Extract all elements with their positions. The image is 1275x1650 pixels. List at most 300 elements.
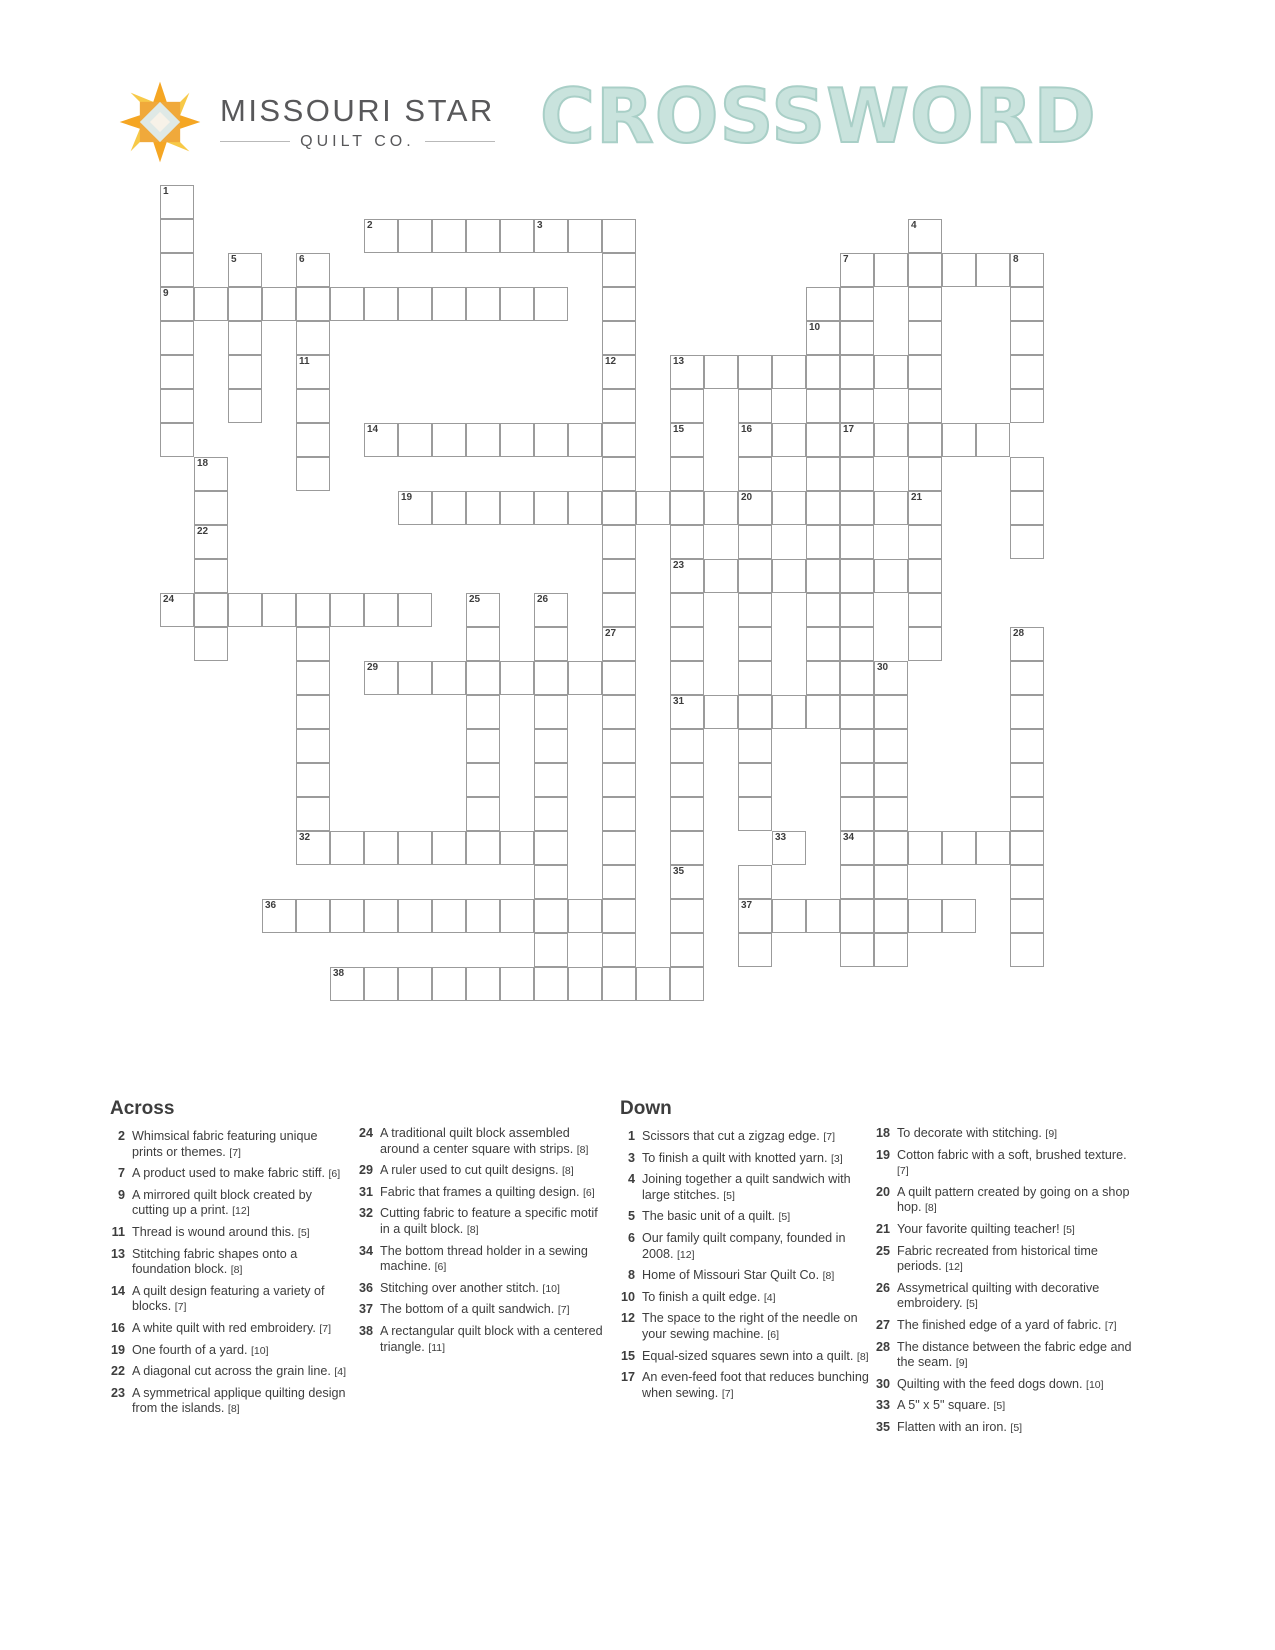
- grid-cell[interactable]: [908, 899, 942, 933]
- grid-cell[interactable]: [1010, 865, 1044, 899]
- grid-cell[interactable]: [806, 491, 840, 525]
- grid-cell[interactable]: [908, 831, 942, 865]
- grid-cell[interactable]: [500, 661, 534, 695]
- grid-cell[interactable]: [500, 831, 534, 865]
- grid-cell[interactable]: [466, 423, 500, 457]
- cell-number: 17: [843, 424, 855, 435]
- clue-length: [8]: [230, 1264, 243, 1277]
- grid-cell[interactable]: [942, 899, 976, 933]
- grid-cell[interactable]: [466, 729, 500, 763]
- grid-cell[interactable]: [534, 933, 568, 967]
- grid-cell[interactable]: [772, 423, 806, 457]
- grid-cell[interactable]: [466, 287, 500, 321]
- grid-cell[interactable]: [398, 287, 432, 321]
- grid-cell[interactable]: [670, 525, 704, 559]
- grid-cell[interactable]: [874, 865, 908, 899]
- clue-length: [6]: [583, 1186, 595, 1199]
- grid-cell[interactable]: [738, 797, 772, 831]
- grid-cell[interactable]: [500, 219, 534, 253]
- grid-cell[interactable]: [534, 287, 568, 321]
- grid-cell[interactable]: [670, 593, 704, 627]
- grid-cell[interactable]: [432, 219, 466, 253]
- grid-cell[interactable]: [670, 695, 704, 729]
- grid-cell[interactable]: [908, 627, 942, 661]
- grid-cell[interactable]: [466, 491, 500, 525]
- grid-cell[interactable]: [840, 831, 874, 865]
- grid-cell[interactable]: [772, 831, 806, 865]
- grid-cell[interactable]: [466, 899, 500, 933]
- grid-cell[interactable]: [602, 321, 636, 355]
- grid-cell[interactable]: [874, 559, 908, 593]
- grid-cell[interactable]: [602, 967, 636, 1001]
- grid-cell[interactable]: [772, 695, 806, 729]
- grid-cell[interactable]: [942, 253, 976, 287]
- clue-number: 17: [620, 1370, 635, 1385]
- grid-cell[interactable]: [1010, 389, 1044, 423]
- grid-cell[interactable]: [296, 321, 330, 355]
- grid-cell[interactable]: [670, 355, 704, 389]
- grid-cell[interactable]: [466, 627, 500, 661]
- grid-cell[interactable]: [296, 695, 330, 729]
- grid-cell[interactable]: [840, 933, 874, 967]
- grid-cell[interactable]: [296, 287, 330, 321]
- grid-cell[interactable]: [738, 423, 772, 457]
- grid-cell[interactable]: [636, 967, 670, 1001]
- grid-cell[interactable]: [806, 559, 840, 593]
- grid-cell[interactable]: [534, 423, 568, 457]
- grid-cell[interactable]: [534, 219, 568, 253]
- grid-cell[interactable]: [806, 389, 840, 423]
- grid-cell[interactable]: [840, 423, 874, 457]
- grid-cell[interactable]: [840, 763, 874, 797]
- grid-cell[interactable]: [908, 593, 942, 627]
- grid-cell[interactable]: [160, 355, 194, 389]
- grid-cell[interactable]: [160, 253, 194, 287]
- grid-cell[interactable]: [160, 219, 194, 253]
- grid-cell[interactable]: [534, 661, 568, 695]
- grid-cell[interactable]: [568, 491, 602, 525]
- grid-cell[interactable]: [772, 491, 806, 525]
- grid-cell[interactable]: [568, 899, 602, 933]
- grid-cell[interactable]: [840, 253, 874, 287]
- grid-cell[interactable]: [874, 423, 908, 457]
- clue-number: 10: [620, 1289, 635, 1304]
- grid-cell[interactable]: [398, 593, 432, 627]
- grid-cell[interactable]: [840, 525, 874, 559]
- grid-cell[interactable]: [330, 831, 364, 865]
- grid-cell[interactable]: [772, 355, 806, 389]
- grid-cell[interactable]: [942, 831, 976, 865]
- cell-number: 37: [741, 900, 753, 911]
- grid-cell[interactable]: [500, 491, 534, 525]
- grid-cell[interactable]: [1010, 661, 1044, 695]
- grid-cell[interactable]: [738, 559, 772, 593]
- grid-cell[interactable]: [296, 627, 330, 661]
- grid-cell[interactable]: [160, 593, 194, 627]
- grid-cell[interactable]: [738, 491, 772, 525]
- grid-cell[interactable]: [534, 899, 568, 933]
- grid-cell[interactable]: [602, 491, 636, 525]
- grid-cell[interactable]: [772, 559, 806, 593]
- grid-cell[interactable]: [670, 933, 704, 967]
- grid-cell[interactable]: [296, 355, 330, 389]
- grid-cell[interactable]: [738, 763, 772, 797]
- grid-cell[interactable]: [194, 491, 228, 525]
- grid-cell[interactable]: [840, 389, 874, 423]
- grid-cell[interactable]: [806, 355, 840, 389]
- grid-cell[interactable]: [534, 831, 568, 865]
- grid-cell[interactable]: [1010, 253, 1044, 287]
- grid-cell[interactable]: [602, 559, 636, 593]
- grid-cell[interactable]: [1010, 457, 1044, 491]
- grid-cell[interactable]: [228, 287, 262, 321]
- grid-cell[interactable]: [364, 899, 398, 933]
- clue-text: The distance between the fabric edge and the seam. [9]: [897, 1339, 1132, 1370]
- grid-cell[interactable]: [1010, 287, 1044, 321]
- grid-cell[interactable]: [602, 525, 636, 559]
- grid-cell[interactable]: [602, 729, 636, 763]
- grid-cell[interactable]: [364, 423, 398, 457]
- clue-text: The finished edge of a yard of fabric. [7]: [897, 1317, 1117, 1332]
- grid-cell[interactable]: [976, 831, 1010, 865]
- grid-cell[interactable]: [160, 423, 194, 457]
- grid-cell[interactable]: [364, 661, 398, 695]
- grid-cell[interactable]: [840, 593, 874, 627]
- grid-cell[interactable]: [398, 967, 432, 1001]
- grid-cell[interactable]: [568, 219, 602, 253]
- grid-cell[interactable]: [874, 899, 908, 933]
- grid-cell[interactable]: [500, 287, 534, 321]
- grid-cell[interactable]: [160, 185, 194, 219]
- grid-cell[interactable]: [194, 559, 228, 593]
- grid-cell[interactable]: [466, 661, 500, 695]
- grid-cell[interactable]: [534, 729, 568, 763]
- grid-cell[interactable]: [738, 457, 772, 491]
- grid-cell[interactable]: [466, 967, 500, 1001]
- grid-cell[interactable]: [840, 457, 874, 491]
- grid-cell[interactable]: [704, 491, 738, 525]
- grid-cell[interactable]: [874, 491, 908, 525]
- grid-cell[interactable]: [670, 763, 704, 797]
- grid-cell[interactable]: [738, 865, 772, 899]
- grid-cell[interactable]: [534, 967, 568, 1001]
- grid-cell[interactable]: [908, 287, 942, 321]
- grid-cell[interactable]: [908, 423, 942, 457]
- grid-cell[interactable]: [670, 491, 704, 525]
- grid-cell[interactable]: [908, 355, 942, 389]
- grid-cell[interactable]: [432, 491, 466, 525]
- grid-cell[interactable]: [738, 355, 772, 389]
- grid-cell[interactable]: [602, 253, 636, 287]
- grid-cell[interactable]: [840, 321, 874, 355]
- grid-cell[interactable]: [602, 933, 636, 967]
- grid-cell[interactable]: [840, 729, 874, 763]
- grid-cell[interactable]: [670, 865, 704, 899]
- grid-cell[interactable]: [806, 627, 840, 661]
- grid-cell[interactable]: [296, 899, 330, 933]
- clue-text: A ruler used to cut quilt designs. [8]: [380, 1163, 574, 1178]
- grid-cell[interactable]: [840, 287, 874, 321]
- grid-cell[interactable]: [738, 729, 772, 763]
- clue-item: [110, 1321, 350, 1338]
- grid-cell[interactable]: [228, 389, 262, 423]
- grid-cell[interactable]: [160, 321, 194, 355]
- grid-cell[interactable]: [432, 423, 466, 457]
- grid-cell[interactable]: [704, 695, 738, 729]
- grid-cell[interactable]: [262, 593, 296, 627]
- grid-cell[interactable]: [874, 661, 908, 695]
- grid-cell[interactable]: [976, 253, 1010, 287]
- grid-cell[interactable]: [296, 253, 330, 287]
- grid-cell[interactable]: [466, 695, 500, 729]
- grid-cell[interactable]: [602, 763, 636, 797]
- grid-cell[interactable]: [874, 253, 908, 287]
- grid-cell[interactable]: [568, 967, 602, 1001]
- grid-cell[interactable]: [296, 661, 330, 695]
- grid-cell[interactable]: [296, 389, 330, 423]
- grid-cell[interactable]: [1010, 729, 1044, 763]
- grid-cell[interactable]: [806, 661, 840, 695]
- grid-cell[interactable]: [602, 219, 636, 253]
- grid-cell[interactable]: [602, 389, 636, 423]
- grid-cell[interactable]: [228, 355, 262, 389]
- grid-cell[interactable]: [874, 695, 908, 729]
- grid-cell[interactable]: [534, 627, 568, 661]
- clue-item: [620, 1151, 870, 1168]
- clue-number: 4: [627, 1172, 635, 1187]
- grid-cell[interactable]: [534, 763, 568, 797]
- grid-cell[interactable]: [1010, 491, 1044, 525]
- grid-cell[interactable]: [466, 831, 500, 865]
- grid-cell[interactable]: [806, 593, 840, 627]
- spacer: [875, 1098, 1140, 1126]
- clue-length: [5]: [723, 1189, 735, 1202]
- grid-cell[interactable]: [194, 593, 228, 627]
- grid-cell[interactable]: [330, 899, 364, 933]
- grid-cell[interactable]: [874, 763, 908, 797]
- grid-cell[interactable]: [840, 797, 874, 831]
- grid-cell[interactable]: [432, 661, 466, 695]
- grid-cell[interactable]: [296, 763, 330, 797]
- grid-cell[interactable]: [534, 865, 568, 899]
- grid-cell[interactable]: [738, 695, 772, 729]
- grid-cell[interactable]: [500, 423, 534, 457]
- clue-item: [620, 1231, 870, 1263]
- grid-cell[interactable]: [772, 899, 806, 933]
- grid-cell[interactable]: [296, 457, 330, 491]
- grid-cell[interactable]: [602, 899, 636, 933]
- grid-cell[interactable]: [1010, 933, 1044, 967]
- grid-cell[interactable]: [466, 593, 500, 627]
- grid-cell[interactable]: [738, 933, 772, 967]
- grid-cell[interactable]: [908, 253, 942, 287]
- grid-cell[interactable]: [364, 593, 398, 627]
- grid-cell[interactable]: [534, 797, 568, 831]
- grid-cell[interactable]: [806, 695, 840, 729]
- grid-cell[interactable]: [1010, 899, 1044, 933]
- grid-cell[interactable]: [670, 899, 704, 933]
- grid-cell[interactable]: [296, 729, 330, 763]
- grid-cell[interactable]: [602, 287, 636, 321]
- cell-number: 28: [1013, 628, 1025, 639]
- grid-cell[interactable]: [738, 593, 772, 627]
- grid-cell[interactable]: [398, 661, 432, 695]
- grid-cell[interactable]: [602, 661, 636, 695]
- grid-cell[interactable]: [738, 627, 772, 661]
- grid-cell[interactable]: [1010, 321, 1044, 355]
- grid-cell[interactable]: [398, 219, 432, 253]
- grid-cell[interactable]: [228, 321, 262, 355]
- grid-cell[interactable]: [636, 491, 670, 525]
- grid-cell[interactable]: [908, 457, 942, 491]
- cell-number: 9: [163, 288, 169, 299]
- grid-cell[interactable]: [670, 831, 704, 865]
- grid-cell[interactable]: [670, 423, 704, 457]
- grid-cell[interactable]: [1010, 355, 1044, 389]
- grid-cell[interactable]: [670, 627, 704, 661]
- grid-cell[interactable]: [568, 423, 602, 457]
- grid-cell[interactable]: [1010, 831, 1044, 865]
- grid-cell[interactable]: [398, 899, 432, 933]
- grid-cell[interactable]: [364, 831, 398, 865]
- grid-cell[interactable]: [228, 593, 262, 627]
- grid-cell[interactable]: [432, 831, 466, 865]
- grid-cell[interactable]: [874, 797, 908, 831]
- clue-length: [7]: [319, 1322, 332, 1335]
- grid-cell[interactable]: [330, 287, 364, 321]
- grid-cell[interactable]: [500, 967, 534, 1001]
- grid-cell[interactable]: [840, 627, 874, 661]
- grid-cell[interactable]: [670, 797, 704, 831]
- grid-cell[interactable]: [670, 967, 704, 1001]
- grid-cell[interactable]: [160, 287, 194, 321]
- grid-cell[interactable]: [874, 933, 908, 967]
- grid-cell[interactable]: [840, 695, 874, 729]
- grid-cell[interactable]: [1010, 763, 1044, 797]
- grid-cell[interactable]: [228, 253, 262, 287]
- grid-cell[interactable]: [466, 763, 500, 797]
- grid-cell[interactable]: [602, 865, 636, 899]
- grid-cell[interactable]: [262, 899, 296, 933]
- grid-cell[interactable]: [908, 219, 942, 253]
- grid-cell[interactable]: [602, 593, 636, 627]
- grid-cell[interactable]: [466, 219, 500, 253]
- grid-cell[interactable]: [670, 389, 704, 423]
- grid-cell[interactable]: [568, 661, 602, 695]
- grid-cell[interactable]: [738, 899, 772, 933]
- grid-cell[interactable]: [806, 899, 840, 933]
- grid-cell[interactable]: [670, 457, 704, 491]
- grid-cell[interactable]: [806, 321, 840, 355]
- grid-cell[interactable]: [534, 695, 568, 729]
- grid-cell[interactable]: [738, 525, 772, 559]
- grid-cell[interactable]: [364, 287, 398, 321]
- grid-cell[interactable]: [296, 831, 330, 865]
- grid-cell[interactable]: [874, 729, 908, 763]
- grid-cell[interactable]: [330, 593, 364, 627]
- grid-cell[interactable]: [806, 287, 840, 321]
- grid-cell[interactable]: [500, 899, 534, 933]
- grid-cell[interactable]: [670, 661, 704, 695]
- grid-cell[interactable]: [432, 967, 466, 1001]
- grid-cell[interactable]: [398, 831, 432, 865]
- grid-cell[interactable]: [602, 423, 636, 457]
- grid-cell[interactable]: [840, 559, 874, 593]
- grid-cell[interactable]: [738, 389, 772, 423]
- grid-cell[interactable]: [534, 593, 568, 627]
- grid-cell[interactable]: [364, 967, 398, 1001]
- grid-cell[interactable]: [1010, 627, 1044, 661]
- grid-cell[interactable]: [194, 457, 228, 491]
- grid-cell[interactable]: [738, 661, 772, 695]
- grid-cell[interactable]: [194, 287, 228, 321]
- grid-cell[interactable]: [330, 967, 364, 1001]
- grid-cell[interactable]: [806, 423, 840, 457]
- grid-cell[interactable]: [942, 423, 976, 457]
- grid-cell[interactable]: [466, 797, 500, 831]
- grid-cell[interactable]: [976, 423, 1010, 457]
- grid-cell[interactable]: [296, 593, 330, 627]
- grid-cell[interactable]: [840, 865, 874, 899]
- grid-cell[interactable]: [806, 525, 840, 559]
- grid-cell[interactable]: [602, 457, 636, 491]
- grid-cell[interactable]: [398, 423, 432, 457]
- grid-cell[interactable]: [262, 287, 296, 321]
- grid-cell[interactable]: [602, 831, 636, 865]
- cell-number: 24: [163, 594, 175, 605]
- grid-cell[interactable]: [602, 627, 636, 661]
- grid-cell[interactable]: [840, 899, 874, 933]
- grid-cell[interactable]: [874, 831, 908, 865]
- clue-text: Quilting with the feed dogs down. [10]: [897, 1376, 1104, 1391]
- grid-cell[interactable]: [160, 389, 194, 423]
- grid-cell[interactable]: [364, 219, 398, 253]
- grid-cell[interactable]: [432, 287, 466, 321]
- grid-cell[interactable]: [806, 457, 840, 491]
- down-heading: Down: [620, 1098, 672, 1119]
- grid-cell[interactable]: [602, 797, 636, 831]
- grid-cell[interactable]: [432, 899, 466, 933]
- grid-cell[interactable]: [840, 355, 874, 389]
- grid-cell[interactable]: [704, 355, 738, 389]
- grid-cell[interactable]: [908, 321, 942, 355]
- clue-length: [5]: [966, 1298, 978, 1311]
- grid-cell[interactable]: [602, 695, 636, 729]
- grid-cell[interactable]: [704, 559, 738, 593]
- grid-cell[interactable]: [194, 525, 228, 559]
- grid-cell[interactable]: [1010, 525, 1044, 559]
- grid-cell[interactable]: [194, 627, 228, 661]
- grid-cell[interactable]: [670, 729, 704, 763]
- grid-cell[interactable]: [840, 491, 874, 525]
- grid-cell[interactable]: [602, 355, 636, 389]
- grid-cell[interactable]: [670, 559, 704, 593]
- grid-cell[interactable]: [908, 491, 942, 525]
- grid-cell[interactable]: [296, 797, 330, 831]
- grid-cell[interactable]: [840, 661, 874, 695]
- grid-cell[interactable]: [908, 389, 942, 423]
- cell-number: 7: [843, 254, 849, 265]
- grid-cell[interactable]: [534, 491, 568, 525]
- clue-item: [358, 1185, 608, 1202]
- grid-cell[interactable]: [908, 525, 942, 559]
- grid-cell[interactable]: [296, 423, 330, 457]
- grid-cell[interactable]: [1010, 797, 1044, 831]
- grid-cell[interactable]: [1010, 695, 1044, 729]
- grid-cell[interactable]: [908, 559, 942, 593]
- grid-cell[interactable]: [398, 491, 432, 525]
- grid-cell[interactable]: [874, 355, 908, 389]
